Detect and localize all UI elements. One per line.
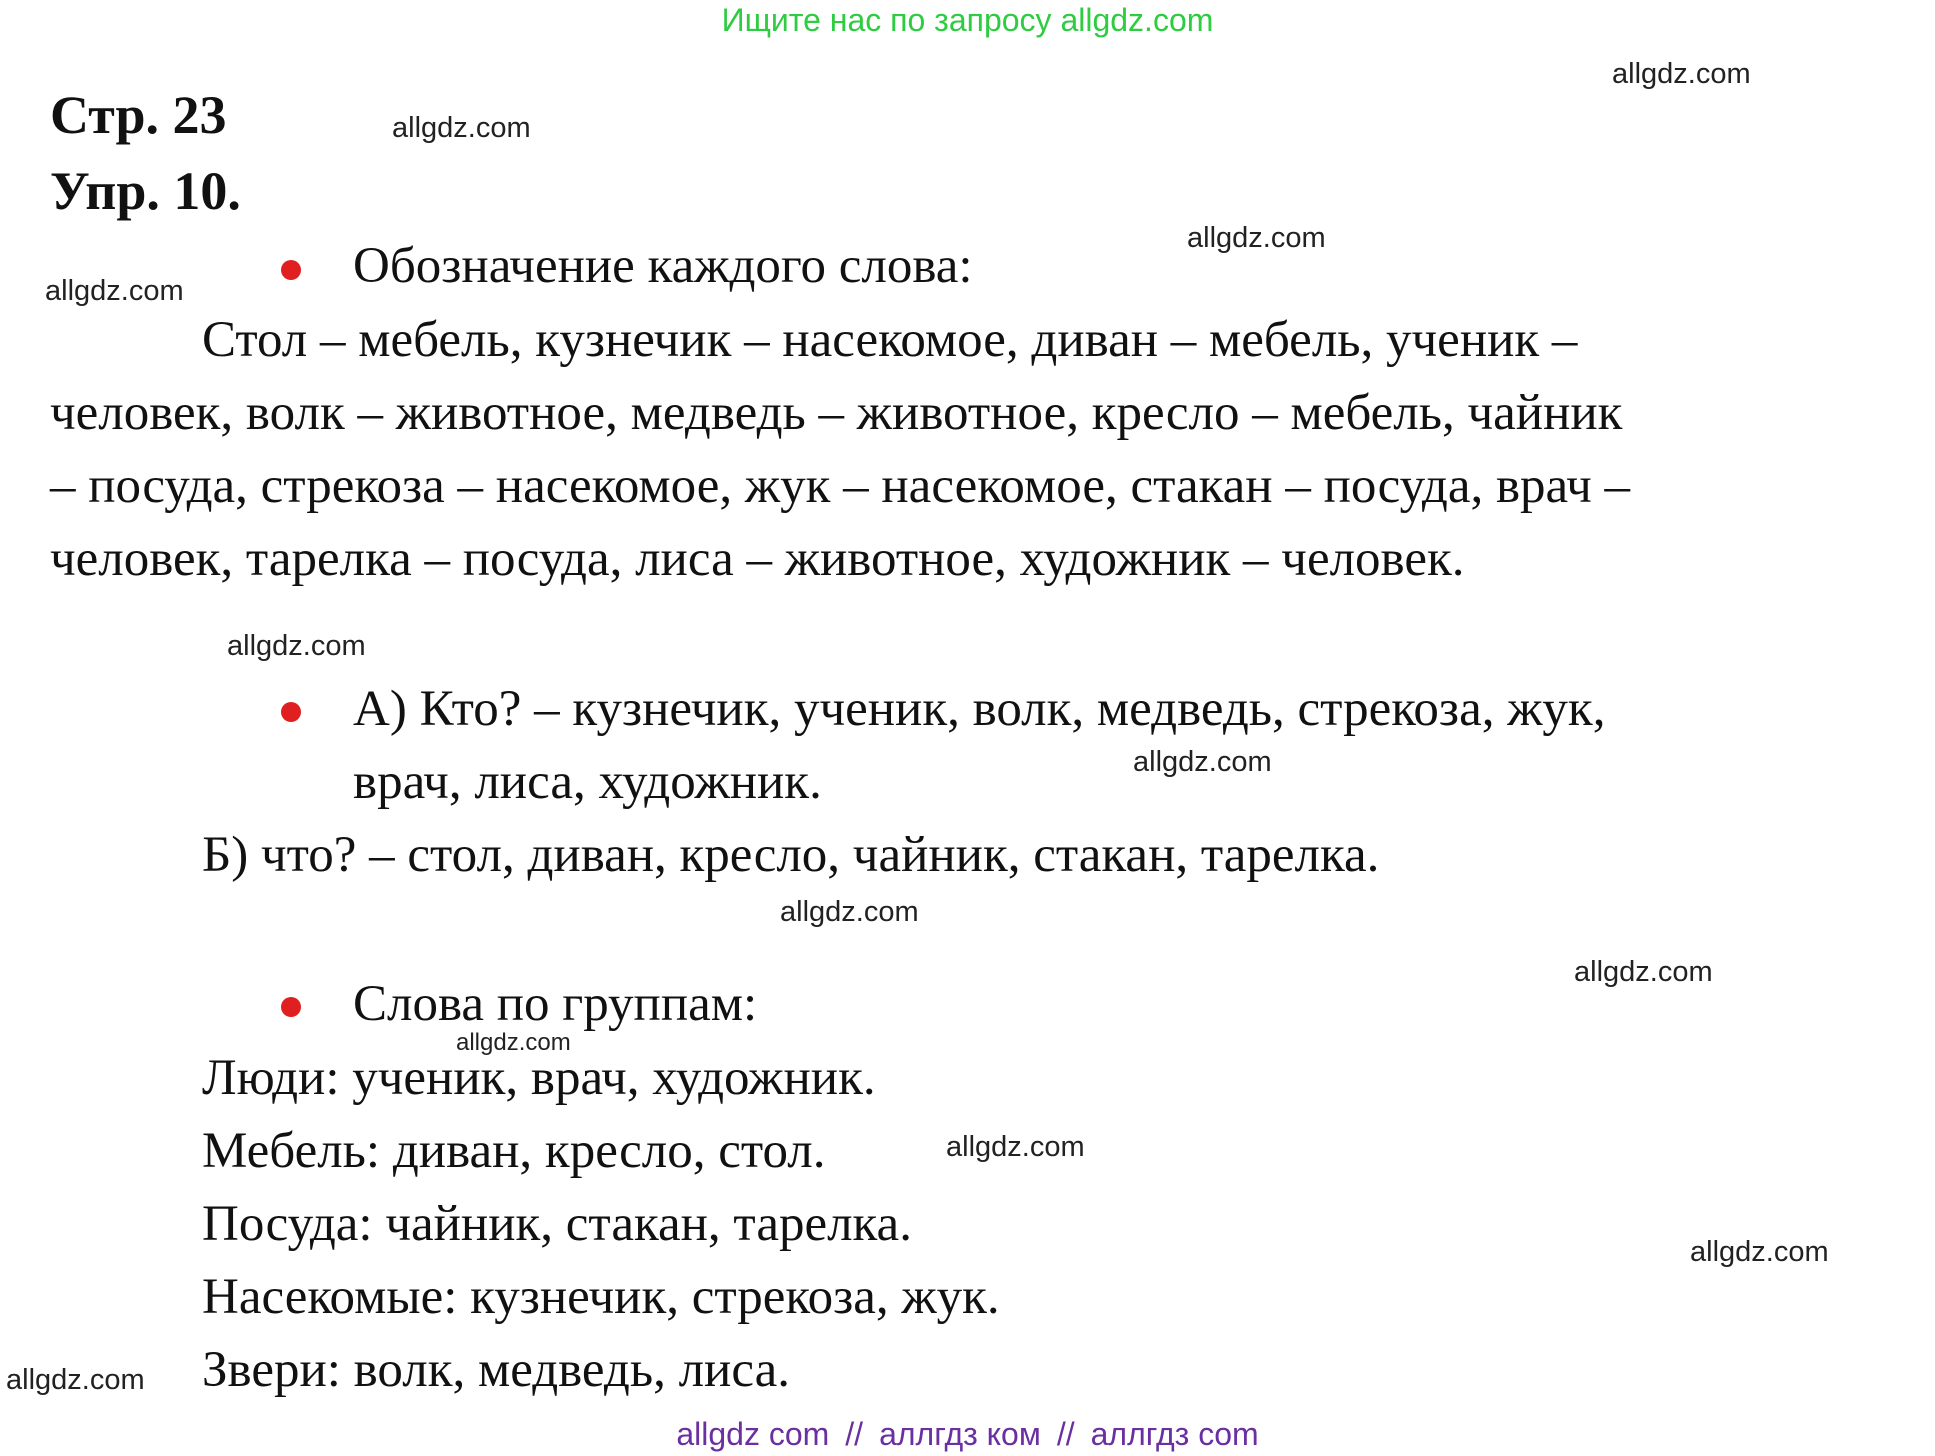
bullet-icon — [281, 260, 301, 280]
footer-link[interactable]: аллгдз com — [1090, 1416, 1259, 1452]
watermark: allgdz.com — [227, 630, 366, 662]
footer-link[interactable]: аллгдз ком — [879, 1416, 1041, 1452]
section3-title: Слова по группам: — [353, 976, 758, 1032]
watermark: allgdz.com — [6, 1364, 145, 1396]
section2-line-a-cont: врач, лиса, художник. — [353, 754, 822, 810]
section1-line: – посуда, стрекоза – насекомое, жук – насекомое, стакан – посуда, врач – — [50, 458, 1631, 514]
page-number-heading: Стр. 23 — [50, 85, 227, 145]
watermark: allgdz.com — [1612, 58, 1751, 90]
group-line: Посуда: чайник, стакан, тарелка. — [202, 1196, 912, 1252]
watermark: allgdz.com — [456, 1029, 571, 1056]
group-line: Мебель: диван, кресло, стол. — [202, 1123, 826, 1179]
bullet-icon — [281, 997, 301, 1017]
watermark: allgdz.com — [1574, 956, 1713, 988]
footer-separator: // — [1056, 1416, 1075, 1452]
watermark: allgdz.com — [946, 1131, 1085, 1163]
footer-links — [0, 1416, 1935, 1453]
section2-line-a: А) Кто? – кузнечик, ученик, волк, медведь, стрекоза, жук, — [353, 681, 1606, 737]
exercise-heading: Упр. 10. — [50, 161, 241, 221]
section1-line: Стол – мебель, кузнечик – насекомое, диван – мебель, ученик – — [202, 312, 1578, 368]
footer-separator: // — [845, 1416, 864, 1452]
top-banner[interactable]: Ищите нас по запросу allgdz.com — [721, 2, 1214, 38]
section1-line: человек, тарелка – посуда, лиса – животное, художник – человек. — [50, 531, 1465, 587]
watermark: allgdz.com — [780, 896, 919, 928]
section1-title: Обозначение каждого слова: — [353, 238, 973, 294]
group-line: Звери: волк, медведь, лиса. — [202, 1342, 790, 1398]
footer-link[interactable]: allgdz com — [676, 1416, 830, 1452]
watermark: allgdz.com — [1690, 1236, 1829, 1268]
watermark: allgdz.com — [1133, 746, 1272, 778]
watermark: allgdz.com — [45, 275, 184, 307]
group-line: Насекомые: кузнечик, стрекоза, жук. — [202, 1269, 1000, 1325]
group-line: Люди: ученик, врач, художник. — [202, 1050, 876, 1106]
section2-line-b: Б) что? – стол, диван, кресло, чайник, стакан, тарелка. — [202, 827, 1380, 883]
watermark: allgdz.com — [1187, 222, 1326, 254]
section1-line: человек, волк – животное, медведь – животное, кресло – мебель, чайник — [50, 385, 1623, 441]
bullet-icon — [281, 702, 301, 722]
watermark: allgdz.com — [392, 112, 531, 144]
